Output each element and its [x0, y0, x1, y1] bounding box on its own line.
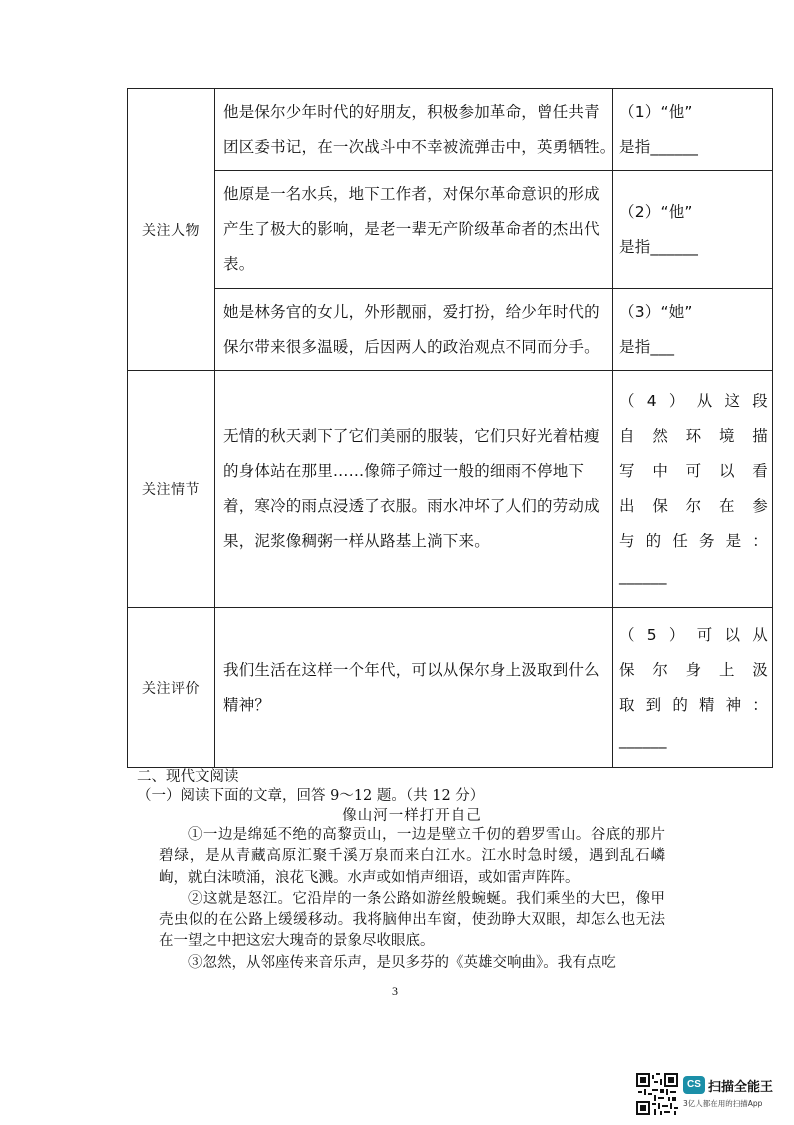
passage-line: 保尔带来很多温暖，后因两人的政治观点不同而分手。	[223, 337, 600, 356]
question-text: （3）“她”	[619, 302, 693, 321]
passage-line: 他是保尔少年时代的好朋友，积极参加革命，曾任共青	[223, 102, 600, 121]
reading-table	[127, 88, 773, 768]
passage-line: 团区委书记，在一次战斗中不幸被流弹击中，英勇牺牲。	[223, 137, 616, 156]
passage-line: 表。	[223, 255, 255, 273]
paragraph-3: ③忽然，从邻座传来音乐声，是贝多芬的《英雄交响曲》。我有点吃	[188, 954, 616, 971]
passage-cell	[215, 371, 613, 608]
passage-line: 他原是一名水兵，地下工作者，对保尔革命意识的形成	[223, 185, 600, 203]
article-body	[159, 825, 665, 974]
question-text: （2）“他”	[619, 202, 693, 221]
paragraph-1: ①一边是绵延不绝的高黎贡山，一边是壁立千仞的碧罗雪山。谷底的那片碧绿，是从青藏高原汇聚千溪万泉而来白江水。江水时急时缓，遇到乱石嶙峋，就白沫喷涌，浪花飞溅。水声或如悄声细语，或如雷声阵阵。	[159, 827, 665, 886]
section-heading: 二、现代文阅读	[137, 769, 239, 785]
table-row	[128, 608, 773, 768]
table-row	[128, 371, 773, 608]
passage-line: 产生了极大的影响，是老一辈无产阶级革命者的杰出代	[223, 220, 600, 238]
passage-line: 她是林务官的女儿，外形靓丽，爱打扮，给少年时代的	[223, 302, 600, 321]
category-cell: 关注评价	[128, 608, 215, 768]
passage-line: 无情的秋天剥下了它们美丽的服装，它们只好光着枯瘦	[223, 427, 600, 445]
subsection-instruction: （一）阅读下面的文章，回答 9～12 题。（共 12 分）	[137, 788, 485, 804]
answer-cell	[613, 171, 773, 289]
camscanner-tagline: 3亿人都在用的扫描App	[683, 1099, 763, 1108]
answer-blank[interactable]: 是指______	[619, 237, 699, 256]
passage-cell	[215, 171, 613, 289]
answer-blank[interactable]: ______	[619, 567, 667, 585]
question-text: 保尔身上汲	[619, 660, 768, 679]
page-number: 3	[392, 984, 398, 998]
question-text: （1）“他”	[619, 102, 693, 121]
paragraph-2: ②这就是怒江。它沿岸的一条公路如游丝般蜿蜒。我们乘坐的大巴，像甲壳虫似的在公路上缓缓移动。我将脑伸出车窗，使劲睁大双眼，却怎么也无法在一望之中把这宏大瑰奇的景象尽收眼底。	[159, 890, 665, 950]
passage-cell	[215, 89, 616, 171]
answer-blank[interactable]: 是指______	[619, 137, 699, 156]
answer-cell	[613, 608, 773, 768]
question-text: 出保尔在参	[619, 497, 768, 515]
answer-cell	[613, 371, 773, 608]
question-text: 写中可以看	[619, 462, 768, 480]
passage-line: 的身体站在那里……像筛子筛过一般的细雨不停地下	[223, 462, 585, 480]
question-text: （4）从这段	[619, 392, 768, 410]
passage-cell	[215, 608, 613, 768]
passage-cell	[215, 289, 613, 371]
question-text: 自然环境描	[619, 427, 768, 445]
category-cell: 关注人物	[128, 89, 215, 371]
question-text: （5）可以从	[619, 625, 768, 644]
answer-cell	[613, 89, 773, 171]
table-row	[128, 171, 773, 289]
question-text: 取到的精神：	[619, 695, 768, 714]
passage-line: 精神？	[223, 695, 271, 714]
answer-cell	[613, 289, 773, 371]
question-text: 与的任务是：	[619, 532, 768, 550]
passage-line: 我们生活在这样一个年代，可以从保尔身上汲取到什么	[223, 660, 600, 679]
article-title: 像山河一样打开自己	[342, 808, 482, 824]
table-row	[128, 89, 773, 171]
passage-line: 着，寒冷的雨点浸透了衣服。雨水冲坏了人们的劳动成	[223, 497, 600, 515]
category-cell: 关注情节	[128, 371, 215, 608]
answer-blank[interactable]: ______	[619, 730, 667, 749]
table-row	[128, 289, 773, 371]
camscanner-name: 扫描全能王	[708, 1080, 774, 1095]
answer-blank[interactable]: 是指___	[619, 337, 675, 356]
camscanner-logo: CS	[683, 1076, 705, 1094]
passage-line: 果，泥浆像稠粥一样从路基上淌下来。	[223, 532, 490, 550]
qr-code-icon	[636, 1073, 678, 1115]
